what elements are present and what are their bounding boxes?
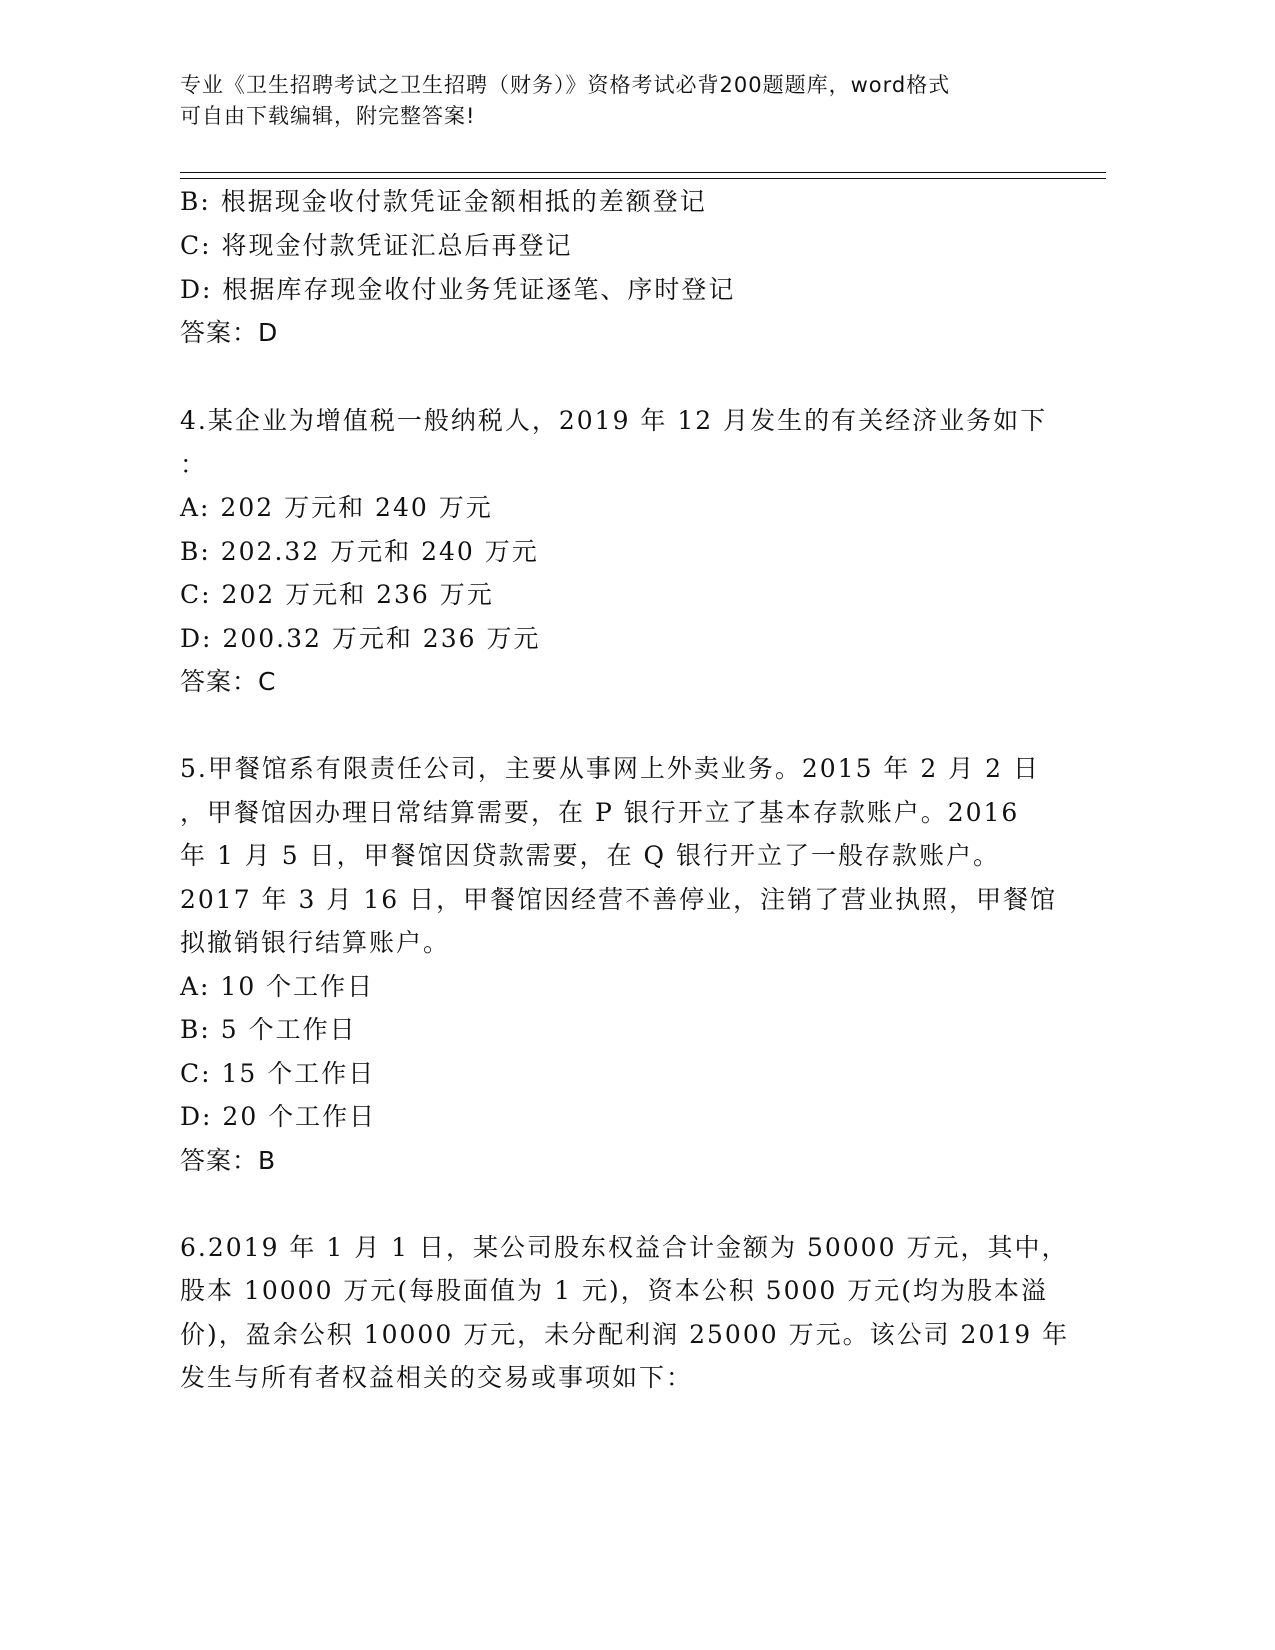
q5-option-d: D: 20 个工作日 [180, 1102, 377, 1131]
header-divider-bottom [180, 178, 1106, 179]
q6-stem-line-2: 股本 10000 万元(每股面值为 1 元)，资本公积 5000 万元(均为股本溢 [180, 1276, 1049, 1305]
q4-option-b: B: 202.32 万元和 240 万元 [180, 537, 539, 566]
q6-stem-line-4: 发生与所有者权益相关的交易或事项如下： [180, 1363, 694, 1392]
q5-stem-line-4: 2017 年 3 月 16 日，甲餐馆因经营不善停业，注销了营业执照，甲餐馆 [180, 885, 1058, 914]
header-line-1: 专业《卫生招聘考试之卫生招聘（财务）》资格考试必背200题题库，word格式 [180, 73, 951, 97]
q3-option-c: C: 将现金付款凭证汇总后再登记 [180, 231, 573, 260]
q5-option-b: B: 5 个工作日 [180, 1015, 357, 1044]
q5-option-a: A: 10 个工作日 [180, 972, 375, 1001]
q5-answer: 答案：B [180, 1146, 277, 1175]
q5-stem-line-2: ，甲餐馆因办理日常结算需要，在 P 银行开立了基本存款账户。2016 [180, 798, 1020, 827]
q3-option-b: B: 根据现金收付款凭证金额相抵的差额登记 [180, 187, 707, 216]
q5-option-c: C: 15 个工作日 [180, 1059, 376, 1088]
q4-answer: 答案：C [180, 667, 277, 696]
document-header [180, 70, 1060, 132]
q4-option-c: C: 202 万元和 236 万元 [180, 580, 494, 609]
q6-stem-line-3: 价)，盈余公积 10000 万元，未分配利润 25000 万元。该公司 2019 年 [180, 1320, 1070, 1349]
q6-stem-line-1: 6.2019 年 1 月 1 日，某公司股东权益合计金额为 50000 万元，其中， [180, 1233, 1069, 1262]
header-line-2: 可自由下载编辑，附完整答案! [180, 104, 476, 128]
q4-option-d: D: 200.32 万元和 236 万元 [180, 624, 541, 653]
q4-stem-line-2: ： [180, 450, 208, 479]
q5-stem-line-5: 拟撤销银行结算账户。 [180, 928, 451, 957]
q5-stem-line-1: 5.甲餐馆系有限责任公司，主要从事网上外卖业务。2015 年 2 月 2 日 [180, 754, 1041, 783]
header-divider-top [180, 172, 1106, 173]
q4-stem-line-1: 4.某企业为增值税一般纳税人，2019 年 12 月发生的有关经济业务如下 [180, 406, 1048, 435]
q3-option-d: D: 根据库存现金收付业务凭证逐笔、序时登记 [180, 275, 736, 304]
q5-stem-line-3: 年 1 月 5 日，甲餐馆因贷款需要，在 Q 银行开立了一般存款账户。 [180, 841, 1000, 870]
q3-answer: 答案：D [180, 318, 279, 347]
q4-option-a: A: 202 万元和 240 万元 [180, 493, 493, 522]
